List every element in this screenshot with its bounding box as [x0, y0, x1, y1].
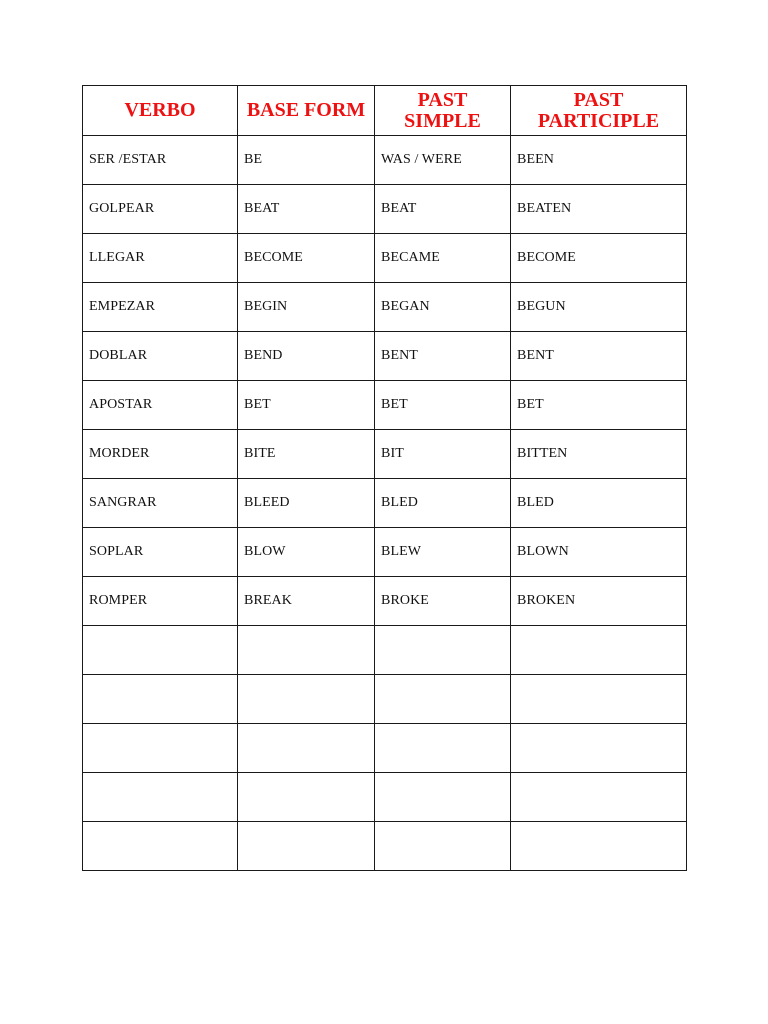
cell-past-simple: BET	[375, 381, 511, 430]
cell-past-participle: BROKEN	[511, 577, 687, 626]
cell-past-simple-empty	[375, 773, 511, 822]
cell-past-simple: BENT	[375, 332, 511, 381]
cell-past-simple: BLED	[375, 479, 511, 528]
cell-past-simple: BLEW	[375, 528, 511, 577]
cell-verbo: SOPLAR	[83, 528, 238, 577]
empty-table-row	[83, 724, 687, 773]
cell-past-simple-empty	[375, 675, 511, 724]
table-body	[83, 136, 687, 871]
cell-base-form-empty	[238, 626, 375, 675]
cell-past-participle-empty	[511, 724, 687, 773]
cell-verbo: DOBLAR	[83, 332, 238, 381]
header-line: PAST	[573, 88, 624, 111]
cell-base-form-empty	[238, 724, 375, 773]
header-past-simple	[375, 86, 511, 136]
table-row	[83, 430, 687, 479]
table-row	[83, 577, 687, 626]
table-row	[83, 381, 687, 430]
cell-past-participle: BLOWN	[511, 528, 687, 577]
empty-table-row	[83, 675, 687, 724]
header-line: VERBO	[124, 99, 196, 121]
empty-table-row	[83, 626, 687, 675]
cell-base-form: BET	[238, 381, 375, 430]
cell-base-form-empty	[238, 773, 375, 822]
header-line: SIMPLE	[404, 109, 481, 132]
cell-past-simple: BROKE	[375, 577, 511, 626]
cell-verbo: APOSTAR	[83, 381, 238, 430]
cell-verbo: LLEGAR	[83, 234, 238, 283]
cell-past-simple-empty	[375, 626, 511, 675]
header-line: BASE FORM	[246, 99, 366, 121]
table-row	[83, 332, 687, 381]
cell-base-form: BLOW	[238, 528, 375, 577]
header-line: PARTICIPLE	[537, 109, 660, 132]
cell-past-simple: BEGAN	[375, 283, 511, 332]
cell-base-form: BE	[238, 136, 375, 185]
cell-base-form: BEGIN	[238, 283, 375, 332]
cell-base-form: BEAT	[238, 185, 375, 234]
cell-past-participle-empty	[511, 675, 687, 724]
header-verbo	[83, 86, 238, 136]
cell-past-simple: WAS / WERE	[375, 136, 511, 185]
cell-base-form-empty	[238, 822, 375, 871]
cell-base-form: BREAK	[238, 577, 375, 626]
cell-verbo: MORDER	[83, 430, 238, 479]
cell-verbo: ROMPER	[83, 577, 238, 626]
cell-past-participle-empty	[511, 822, 687, 871]
table-row	[83, 185, 687, 234]
table-row	[83, 283, 687, 332]
cell-past-participle: BEGUN	[511, 283, 687, 332]
table-row	[83, 136, 687, 185]
cell-base-form: BEND	[238, 332, 375, 381]
cell-verbo-empty	[83, 724, 238, 773]
table-row	[83, 479, 687, 528]
cell-past-participle: BET	[511, 381, 687, 430]
header-row	[83, 86, 687, 136]
cell-verbo-empty	[83, 626, 238, 675]
cell-past-simple-empty	[375, 822, 511, 871]
empty-table-row	[83, 773, 687, 822]
verb-table-sheet	[82, 85, 686, 871]
header-base-form	[238, 86, 375, 136]
header-past-participle	[511, 86, 687, 136]
cell-past-participle: BLED	[511, 479, 687, 528]
cell-past-participle: BEEN	[511, 136, 687, 185]
table-row	[83, 528, 687, 577]
cell-base-form-empty	[238, 675, 375, 724]
cell-past-simple-empty	[375, 724, 511, 773]
cell-past-participle: BITTEN	[511, 430, 687, 479]
header-line: PAST	[417, 88, 468, 111]
cell-past-participle: BECOME	[511, 234, 687, 283]
cell-verbo-empty	[83, 675, 238, 724]
cell-base-form: BECOME	[238, 234, 375, 283]
cell-verbo-empty	[83, 822, 238, 871]
cell-past-simple: BECAME	[375, 234, 511, 283]
cell-verbo: EMPEZAR	[83, 283, 238, 332]
cell-verbo: SANGRAR	[83, 479, 238, 528]
cell-base-form: BLEED	[238, 479, 375, 528]
cell-verbo: GOLPEAR	[83, 185, 238, 234]
cell-past-participle: BEATEN	[511, 185, 687, 234]
table-row	[83, 234, 687, 283]
cell-past-participle-empty	[511, 773, 687, 822]
empty-table-row	[83, 822, 687, 871]
irregular-verbs-table	[82, 85, 687, 871]
cell-verbo-empty	[83, 773, 238, 822]
cell-past-participle-empty	[511, 626, 687, 675]
cell-past-simple: BIT	[375, 430, 511, 479]
cell-past-simple: BEAT	[375, 185, 511, 234]
cell-base-form: BITE	[238, 430, 375, 479]
cell-verbo: SER /ESTAR	[83, 136, 238, 185]
cell-past-participle: BENT	[511, 332, 687, 381]
